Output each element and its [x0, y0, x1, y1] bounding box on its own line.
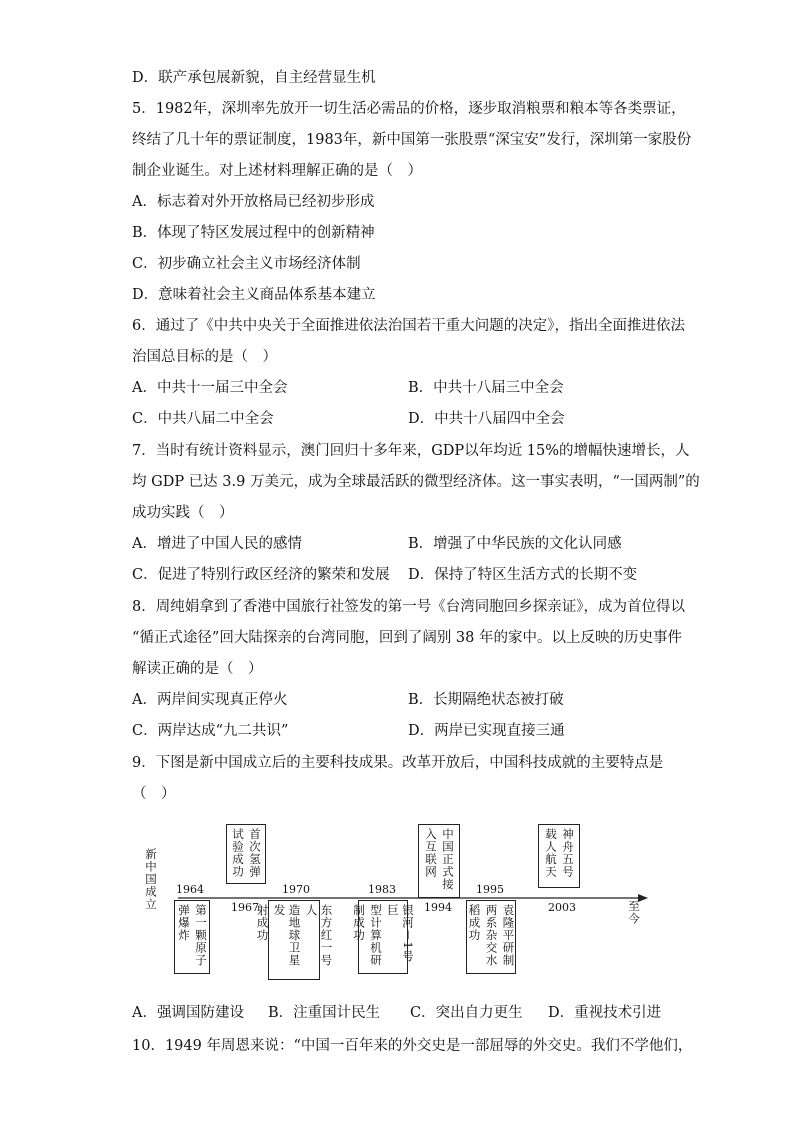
timeline-year-1967: 1967 — [231, 901, 259, 914]
event-box-1970 — [255, 900, 334, 980]
timeline-year-1970: 1970 — [282, 883, 310, 896]
event-2003-col-2: 载人航天 — [544, 828, 558, 878]
q8-option-c: C．两岸达成“九二共识” — [132, 723, 289, 739]
q7-stem-line-3: 成功实践（ ） — [132, 505, 234, 521]
q5-stem-line-3: 制企业诞生。对上述材料理解正确的是（ ） — [132, 163, 422, 179]
event-1983-col-1: 银河－1号巨 — [386, 904, 415, 963]
q6-option-d: D．中共十八届四中全会 — [408, 411, 565, 427]
q8-stem-line-2: “循正式途径”回大陆探亲的台湾同胞，回到了阔别 38 年的家中。以上反映的历史事件 — [132, 630, 682, 646]
event-1964-col-2: 弹爆炸 — [177, 904, 191, 942]
event-1970-col-1: 东方红一号人 — [304, 904, 334, 967]
event-1983-col-3: 制成功 — [352, 904, 366, 942]
q5-stem-line-2: 终结了几十年的票证制度，1983年，新中国第一张股票“深宝安”发行，深圳第一家股份 — [132, 132, 692, 148]
event-1970-col-2: 造地球卫星发 — [272, 904, 302, 967]
event-1967-col-1: 首次氢弹 — [248, 828, 262, 878]
event-1967-col-2: 试验成功 — [231, 828, 245, 878]
timeline-year-1983: 1983 — [368, 883, 396, 896]
event-box-1964 — [174, 900, 210, 974]
q8-option-a: A．两岸间实现真正停火 — [132, 692, 288, 708]
event-1994-col-2: 入互联网 — [424, 828, 438, 878]
event-box-1994 — [418, 824, 460, 898]
timeline-year-2003: 2003 — [548, 901, 576, 914]
event-box-2003 — [538, 824, 580, 888]
q10-stem-line-1: 10．1949 年周恩来说：“中国一百年来的外交史是一部屈辱的外交史。我们不学他们， — [132, 1038, 693, 1054]
q7-option-c: C．促进了特别行政区经济的繁荣和发展 — [132, 567, 390, 583]
event-1964-col-1: 第一颗原子 — [194, 904, 208, 967]
q9-option-b: B．注重国计民生 — [268, 1005, 381, 1021]
q9-stem-line-2: （ ） — [132, 786, 176, 802]
q8-stem-line-3: 解读正确的是（ ） — [132, 661, 263, 677]
timeline-end-label: 至今 — [627, 900, 641, 925]
event-1995-col-1: 袁隆平研制 — [501, 904, 516, 967]
q4-option-d: D．联产承包展新貌，自主经营显生机 — [132, 70, 376, 86]
q6-option-b: B．中共十八届三中全会 — [408, 380, 564, 396]
event-1994-col-1: 中国正式接 — [441, 828, 455, 891]
timeline-year-1964: 1964 — [176, 883, 204, 896]
q6-stem-line-1: 6．通过了《中共中央关于全面推进依法治国若干重大问题的决定》，指出全面推进依法 — [132, 318, 685, 334]
q5-option-a: A．标志着对外开放格局已经初步形成 — [132, 194, 375, 210]
event-1995-col-2: 两系杂交水 — [484, 904, 499, 967]
event-1995-col-3: 稻成功 — [467, 904, 482, 942]
q5-option-d: D．意味着社会主义商品体系基本建立 — [132, 287, 376, 303]
event-box-1967 — [226, 824, 266, 884]
timeline-year-1994: 1994 — [424, 901, 452, 914]
event-2003-col-1: 神舟五号 — [561, 828, 575, 878]
q7-option-a: A．增进了中国人民的感情 — [132, 536, 302, 552]
q9-option-d: D．重视技术引进 — [548, 1005, 662, 1021]
q5-option-b: B．体现了特区发展过程中的创新精神 — [132, 225, 375, 241]
timeline-year-1995: 1995 — [476, 883, 504, 896]
science-timeline — [138, 818, 668, 983]
event-box-1983 — [352, 900, 415, 974]
q7-stem-line-1: 7．当时有统计资料显示，澳门回归十多年来，GDP以年均近 15%的增幅快速增长，人 — [132, 443, 690, 459]
q8-option-b: B．长期隔绝状态被打破 — [408, 692, 564, 708]
q6-stem-line-2: 治国总目标的是（ ） — [132, 349, 277, 365]
q7-stem-line-2: 均 GDP 已达 3.9 万美元，成为全球最活跃的微型经济体。这一事实表明，“一国两制”的 — [132, 474, 700, 490]
q5-stem-line-1: 5．1982年，深圳率先放开一切生活必需品的价格，逐步取消粮票和粮本等各类票证， — [132, 101, 686, 117]
q9-stem-line-1: 9．下图是新中国成立后的主要科技成果。改革开放后，中国科技成就的主要特点是 — [132, 755, 664, 771]
event-1970-col-3: 射成功 — [255, 904, 270, 942]
q8-option-d: D．两岸已实现直接三通 — [408, 723, 565, 739]
timeline-start-label: 新中国成立 — [144, 848, 158, 911]
event-1983-col-2: 型计算机研 — [369, 904, 383, 967]
q8-stem-line-1: 8．周纯娟拿到了香港中国旅行社签发的第一号《台湾同胞回乡探亲证》，成为首位得以 — [132, 599, 685, 615]
q5-option-c: C．初步确立社会主义市场经济体制 — [132, 256, 361, 272]
q7-option-b: B．增强了中华民族的文化认同感 — [408, 536, 622, 552]
q7-option-d: D．保持了特区生活方式的长期不变 — [408, 567, 638, 583]
q9-option-c: C．突出自力更生 — [410, 1005, 523, 1021]
q9-option-a: A．强调国防建设 — [132, 1005, 244, 1021]
event-box-1995 — [466, 900, 516, 974]
q6-option-c: C．中共八届二中全会 — [132, 411, 274, 427]
q6-option-a: A．中共十一届三中全会 — [132, 380, 288, 396]
